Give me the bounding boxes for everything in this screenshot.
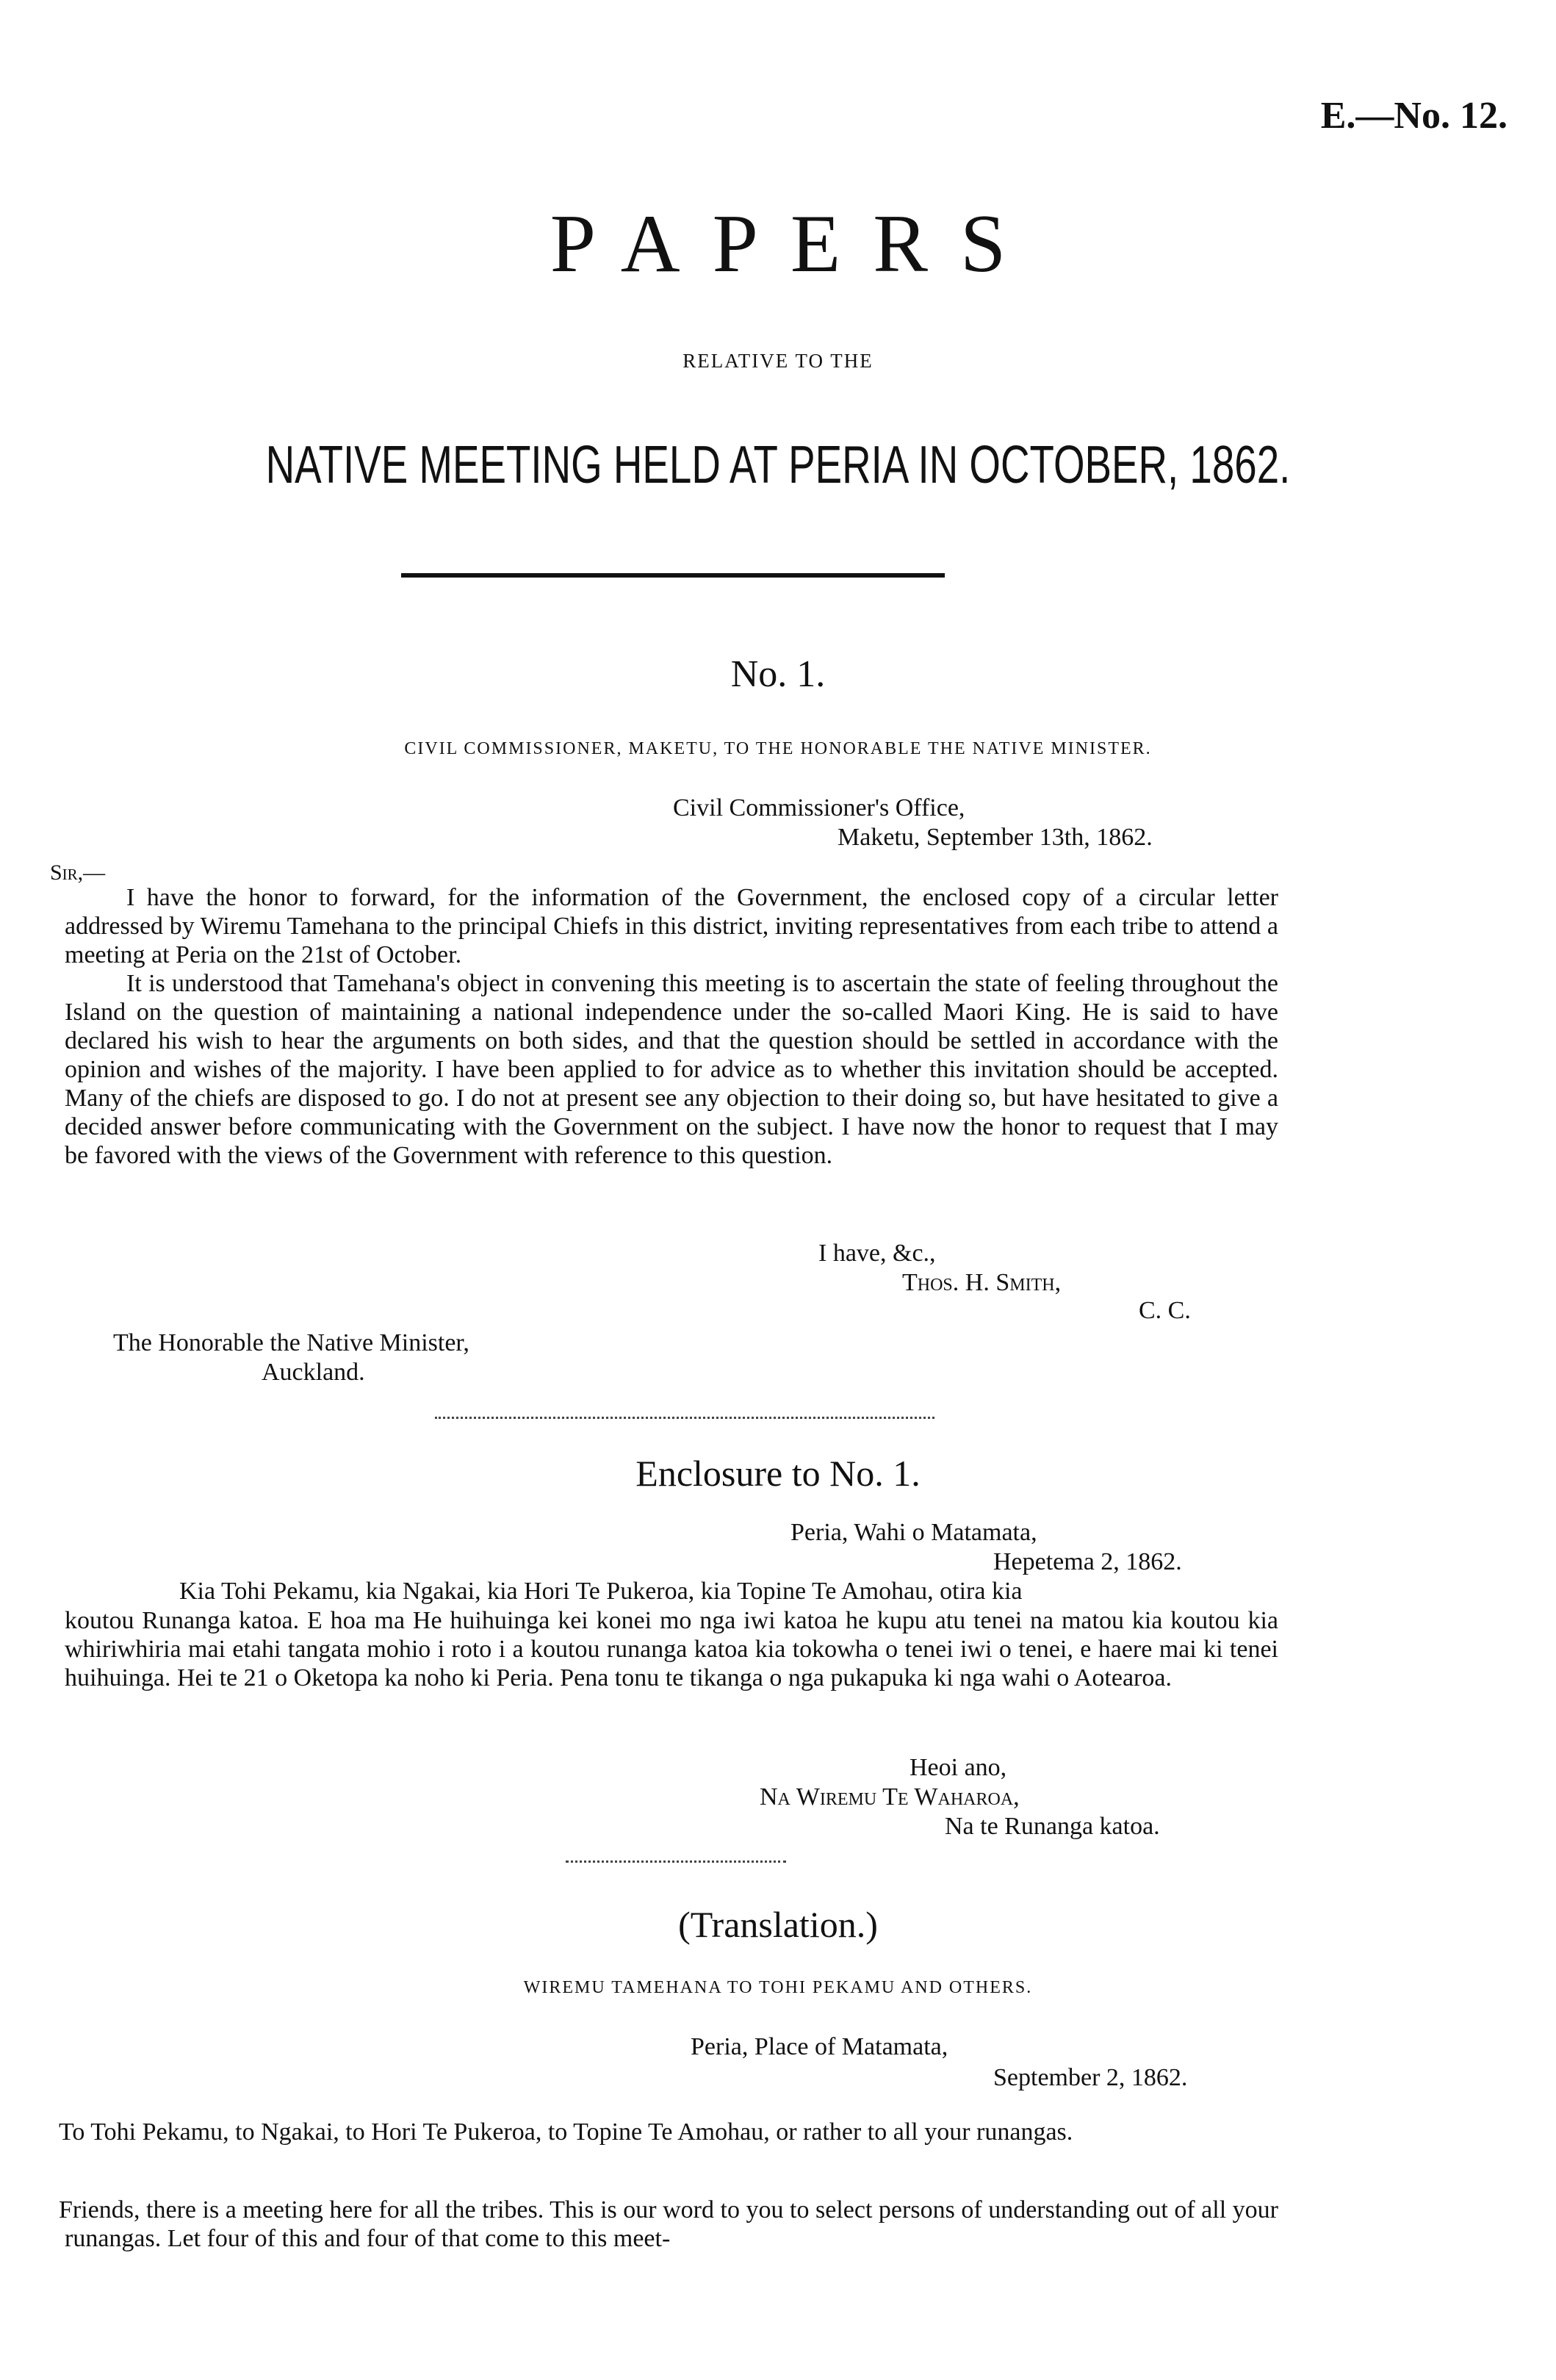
letter-paragraph-1: I have the honor to forward, for the information of the Government, the enclosed copy of a circular letter addressed by Wiremu Tamehana to the principal Chiefs in this district, inviting representatives from each tribe to attend a meeting at Peria on the 21st of October. xyxy=(65,884,1278,968)
enclosure-closing: Heoi ano, xyxy=(910,1754,1007,1781)
address-line-2: Maketu, September 13th, 1862. xyxy=(838,824,1153,851)
enclosure-date: Hepetema 2, 1862. xyxy=(993,1548,1182,1575)
translation-paragraph-1: Friends, there is a meeting here for all the tribes. This is our word to you to select persons of understanding out of all your runangas. Let four of this and four of that come to this meet- xyxy=(59,2196,1278,2252)
signature-title: C. C. xyxy=(1139,1297,1191,1324)
letter-signature: Thos. H. Smith, xyxy=(902,1269,1062,1296)
enclosure-signature: Na Wiremu Te Waharoa, xyxy=(760,1783,1020,1811)
letter-closing: I have, &c., xyxy=(818,1240,936,1267)
letter-paragraph-2: It is understood that Tamehana's object in convening this meeting is to ascertain the state of feeling throughout the Island on the question of maintaining a national independence under the so-called Maori King. He is said to have declared his wish to hear the arguments on both sides, and that the question should be settled in accordance with the opinion and wishes of the majority. I have been applied to for advice as to whether this invitation should be accepted. Many of the chiefs are disposed to go. I do not at present see any objection to their doing so, but have hesitated to give a decided answer before communicating with the Government on the subject. I have now the honor to request that I may be favored with the views of the Government with reference to this question. xyxy=(65,970,1278,1169)
addressee-line-1: The Honorable the Native Minister, xyxy=(113,1329,469,1356)
enclosure-place: Peria, Wahi o Matamata, xyxy=(790,1519,1037,1546)
translation-date: September 2, 1862. xyxy=(993,2064,1188,2091)
document-subtitle: RELATIVE TO THE xyxy=(682,350,874,372)
document-title: PAPERS xyxy=(550,198,1039,290)
salutation: Sir,— xyxy=(50,860,106,885)
page-reference: E.—No. 12. xyxy=(1320,95,1508,137)
translation-address: To Tohi Pekamu, to Ngakai, to Hori Te Pukeroa, to Topine Te Amohau, or rather to all your runangas. xyxy=(59,2118,1073,2146)
enclosure-body: koutou Runanga katoa. E hoa ma He huihuinga kei konei mo nga iwi katoa he kupu atu tenei na matou kia koutou kia whiriwhiria mai etahi tangata mohio i roto i a koutou runanga katoa kia tokowha o tenei iwi o tenei, e haere mai ki tenei huihuinga. Hei te 21 o Oketopa ka noho ki Peria. Pena tonu te tikanga o nga pukapuka ki nga wahi o Aotearoa. xyxy=(65,1607,1278,1691)
enclosure-signature-line-2: Na te Runanga katoa. xyxy=(945,1813,1160,1840)
address-line-1: Civil Commissioner's Office, xyxy=(673,794,965,822)
translation-heading: (Translation.) xyxy=(678,1904,878,1945)
title-rule xyxy=(401,573,945,578)
addressee-line-2: Auckland. xyxy=(262,1359,365,1386)
letter-route: CIVIL COMMISSIONER, MAKETU, TO THE HONORABLE THE NATIVE MINISTER. xyxy=(404,739,1152,758)
enclosure-divider xyxy=(566,1861,786,1863)
section-divider xyxy=(435,1417,934,1419)
enclosure-body-line-1: Kia Tohi Pekamu, kia Ngakai, kia Hori Te Pukeroa, kia Topine Te Amohau, otira kia xyxy=(179,1578,1023,1605)
translation-place: Peria, Place of Matamata, xyxy=(691,2033,948,2060)
letter-number: No. 1. xyxy=(730,653,826,695)
translation-route: WIREMU TAMEHANA TO TOHI PEKAMU AND OTHERS. xyxy=(523,1978,1033,1997)
enclosure-heading: Enclosure to No. 1. xyxy=(635,1453,921,1494)
document-heading: NATIVE MEETING HELD AT PERIA IN OCTOBER, 1862. xyxy=(265,436,1291,495)
